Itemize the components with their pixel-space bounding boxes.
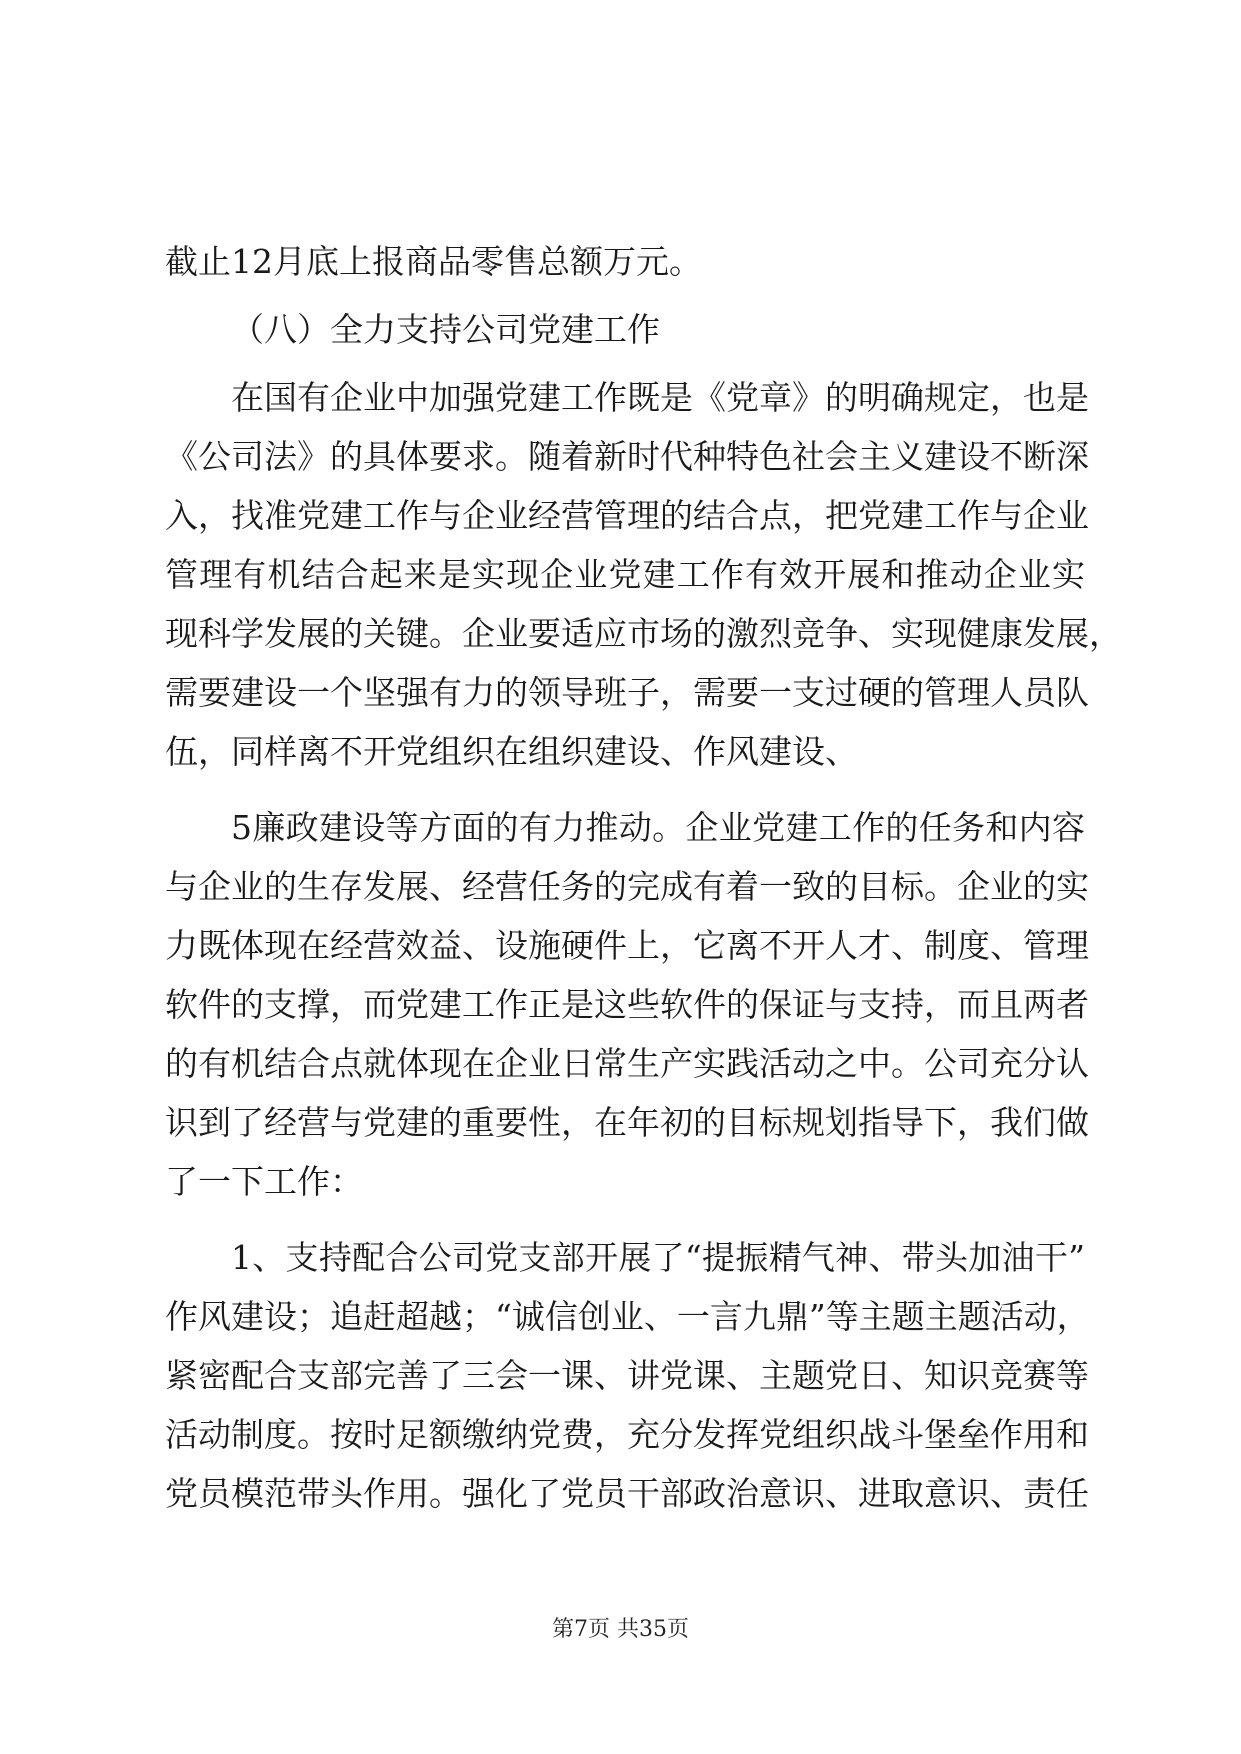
paragraph-line: 伍，同样离不开党组织在组织建设、作风建设、 (165, 732, 858, 771)
paragraph-line: 力既体现在经营效益、设施硬件上，它离不开人才、制度、管理 (165, 926, 1089, 965)
paragraph-line: 识到了经营与党建的重要性，在年初的目标规划指导下，我们做 (165, 1103, 1089, 1142)
paragraph-line: 了一下工作： (165, 1162, 363, 1201)
paragraph-line: 截止12月底上报商品零售总额万元。 (165, 242, 702, 281)
page-number-footer: 第7页 共35页 (552, 1617, 689, 1642)
paragraph-line: 1、支持配合公司党支部开展了“提振精气神、带头加油干” (231, 1238, 1085, 1277)
paragraph-line: 党员模范带头作用。强化了党员干部政治意识、进取意识、责任 (165, 1474, 1089, 1513)
paragraph-line: 5廉政建设等方面的有力推动。企业党建工作的任务和内容 (231, 808, 1085, 847)
paragraph-line: 活动制度。按时足额缴纳党费，充分发挥党组织战斗堡垒作用和 (165, 1415, 1089, 1454)
document-body (165, 232, 1122, 1523)
paragraph-line: 紧密配合支部完善了三会一课、讲党课、主题党日、知识竞赛等 (165, 1356, 1089, 1395)
paragraph-line: 与企业的生存发展、经营任务的完成有着一致的目标。企业的实 (165, 867, 1089, 906)
paragraph-line: 软件的支撑，而党建工作正是这些软件的保证与支持，而且两者 (165, 985, 1089, 1024)
paragraph-line: 作风建设；追赶超越；“诚信创业、一言九鼎”等主题主题活动， (165, 1297, 1090, 1336)
paragraph-line: 需要建设一个坚强有力的领导班子，需要一支过硬的管理人员队 (165, 673, 1089, 712)
section-heading: （八）全力支持公司党建工作 (231, 310, 660, 349)
paragraph-line: 管理有机结合起来是实现企业党建工作有效开展和推动企业实 (165, 555, 1085, 594)
paragraph-line: 的有机结合点就体现在企业日常生产实践活动之中。公司充分认 (165, 1044, 1089, 1083)
paragraph-line: 在国有企业中加强党建工作既是《党章》的明确规定，也是 (231, 378, 1089, 417)
paragraph-line: 《公司法》的具体要求。随着新时代种特色社会主义建设不断深 (165, 437, 1089, 476)
paragraph-line: 入，找准党建工作与企业经营管理的结合点，把党建工作与企业 (165, 496, 1089, 535)
paragraph-line: 现科学发展的关键。企业要适应市场的激烈竞争、实现健康发展， (165, 614, 1122, 653)
